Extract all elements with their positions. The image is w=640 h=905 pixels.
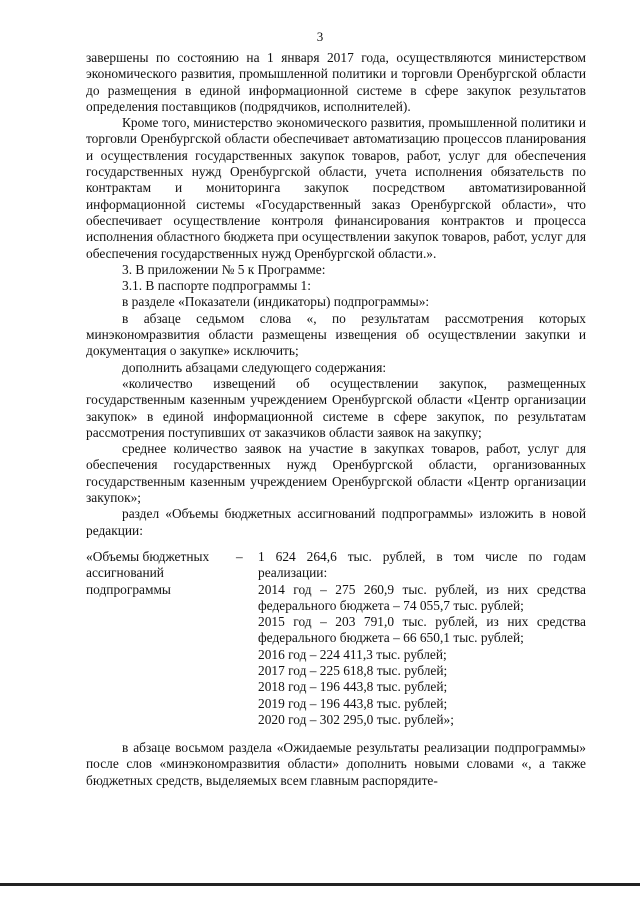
- page-number: 3: [316, 29, 324, 44]
- paragraph-after: в абзаце восьмом раздела «Ожидаемые результаты реализации подпрограммы» после слов «минэкономразвития области» дополнить новыми словами «, а также бюджетных средств, выделяемых всем главным распорядите-: [86, 740, 586, 788]
- paragraph-5: в разделе «Показатели (индикаторы) подпрограммы»:: [122, 294, 430, 310]
- budget-line-2017: 2017 год – 225 618,8 тыс. рублей;: [258, 662, 448, 678]
- paragraph-2: Кроме того, министерство экономического развития, промышленной политики и торговли Оренбургской области обеспечивает автоматизацию процессов планирования и осуществления государственных закупок товаров, работ, услуг для обеспечения государственных нужд Оренбургской области, учета исполнения обязательств по контрактам и мониторинга закупок посредством автоматизированной информационной системы «Государственный заказ Оренбургской области», что обеспечивает осуществление контроля финансирования контрактов и процесса исполнения областного бюджета при осуществлении закупок товаров, работ, услуг для обеспечения государственных нужд Оренбургской области.».: [86, 115, 586, 261]
- budget-line-2018: 2018 год – 196 443,8 тыс. рублей;: [258, 679, 448, 695]
- budget-line-total: 1 624 264,6 тыс. рублей, в том числе по годам реализации:: [258, 548, 586, 581]
- budget-table: [86, 549, 586, 728]
- budget-line-2019: 2019 год – 196 443,8 тыс. рублей;: [258, 695, 448, 711]
- budget-line-2015: 2015 год – 203 791,0 тыс. рублей, из них средства федерального бюджета – 66 650,1 тыс. рублей;: [258, 614, 586, 646]
- paragraph-4: 3.1. В паспорте подпрограммы 1:: [122, 278, 311, 294]
- budget-dash: –: [236, 548, 243, 564]
- paragraph-10: раздел «Объемы бюджетных ассигнований подпрограммы» изложить в новой редакции:: [86, 506, 586, 538]
- paragraph-9: среднее количество заявок на участие в закупках товаров, работ, услуг для обеспечения государственных нужд Оренбургской области, организованных государственным казенным учреждением Оренбургской области «Центр организации закупок»;: [86, 441, 586, 506]
- budget-label: «Объемы бюджетных ассигнований подпрограммы: [86, 548, 210, 597]
- paragraph-6: в абзаце седьмом слова «, по результатам рассмотрения которых минэкономразвития области размещены извещения об осуществлении закупки и документация о закупке» исключить;: [86, 310, 586, 359]
- bottom-rule: [0, 883, 640, 886]
- budget-line-2016: 2016 год – 224 411,3 тыс. рублей;: [258, 646, 447, 662]
- paragraph-3: 3. В приложении № 5 к Программе:: [122, 261, 326, 277]
- paragraph-7: дополнить абзацами следующего содержания:: [122, 359, 387, 375]
- budget-values: [258, 549, 586, 728]
- paragraph-8: «количество извещений об осуществлении закупок, размещенных государственным казенным учреждением Оренбургской области «Центр организации закупок» в единой информационной системе в сфере закупок, по результатам рассмотрения поступивших от заказчиков области заявок на закупку;: [86, 375, 586, 440]
- budget-line-2020: 2020 год – 302 295,0 тыс. рублей»;: [258, 711, 454, 727]
- document-body: [86, 50, 586, 789]
- paragraph-1: завершены по состоянию на 1 января 2017 года, осуществляются министерством экономического развития, промышленной политики и торговли Оренбургской области до размещения в единой информационной системе в сфере закупок результатов определения поставщиков (подрядчиков, исполнителей).: [86, 50, 586, 114]
- budget-line-2014: 2014 год – 275 260,9 тыс. рублей, из них средства федерального бюджета – 74 055,7 тыс. рублей;: [258, 581, 586, 613]
